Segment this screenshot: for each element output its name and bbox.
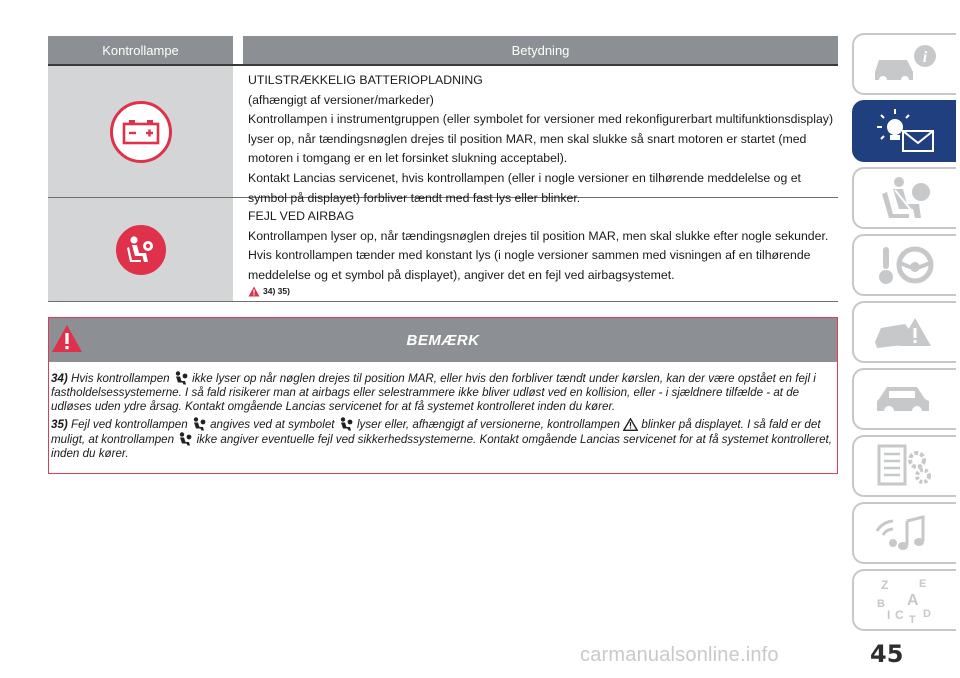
- note-paragraph: [51, 371, 837, 413]
- car-icon: [869, 377, 941, 421]
- note-text: ikke angiver eventuelle fejl ved sikkerhedssystemerne. Kontakt omgående Lancias servicenet for at få systemet kontrolleret, inden du kører.: [51, 433, 832, 460]
- svg-text:i: i: [922, 49, 928, 66]
- key-steering-wheel-icon: [869, 241, 941, 289]
- tab-car-info[interactable]: [852, 33, 956, 95]
- svg-text:D: D: [923, 608, 931, 620]
- tab-safety[interactable]: [852, 167, 956, 229]
- car-info-icon: [869, 42, 941, 86]
- indicator-table: [48, 36, 838, 302]
- description-cell: [48, 66, 838, 205]
- antenna-music-icon: [869, 509, 941, 557]
- seatbelt-airbag-icon: [191, 417, 207, 431]
- svg-text:C: C: [895, 608, 904, 622]
- note-number: 34): [51, 372, 68, 385]
- tab-warning-lights[interactable]: [852, 100, 956, 162]
- note-header: [49, 318, 837, 362]
- tab-emergency[interactable]: [852, 301, 956, 363]
- table-header: [48, 36, 838, 64]
- row-line: lyser op, når tændingsnøglen drejes til position MAR, men skal slukke så snart motoren er startet (med: [248, 131, 807, 146]
- row-line: (afhængigt af versioner/markeder): [248, 92, 434, 107]
- note-body: [49, 362, 837, 461]
- warning-triangle-icon: [623, 418, 638, 431]
- tab-index[interactable]: [852, 569, 956, 631]
- warning-references: [248, 285, 838, 297]
- svg-text:E: E: [919, 578, 927, 590]
- row-line: Kontrollampen lyser op, når tændingsnøglen drejes til position MAR, men skal slukke efter nogle sekunder.: [248, 228, 829, 243]
- note-paragraph: [51, 417, 837, 460]
- svg-text:A: A: [907, 592, 919, 609]
- watermark: carmanualsonline.info: [580, 644, 779, 666]
- svg-text:T: T: [909, 614, 916, 625]
- note-text: ikke lyser op når nøglen drejes til position MAR, eller hvis den forbliver tændt under kørslen, kan der være opstået en fejl i fastholdelsessystemerne. I så fald risikerer man at airbags eller selestrammere ikke bliver udløst ved en kollision, eller - i sjældnere tilfælde - at de udløses uden ydre årsag. Kontakt omgående Lancias servicenet for at få systemet kontrolleret inden du kører.: [51, 372, 816, 413]
- seatbelt-airbag-icon: [177, 432, 193, 446]
- svg-text:Z: Z: [881, 578, 889, 592]
- row-line: Kontakt Lancias servicenet, hvis kontrollampen (eller i nogle versioner en tilhørende meddelelse og et: [248, 170, 801, 185]
- svg-text:B: B: [877, 598, 885, 610]
- tab-starting-driving[interactable]: [852, 234, 956, 296]
- seatbelt-airbag-icon: [338, 417, 354, 431]
- row-line: symbol på displayet) forbliver tændt med fast lys eller blinker.: [248, 190, 581, 205]
- row-line: motoren i tomgang er en let forsinket slukning acceptabel).: [248, 151, 568, 166]
- note-text: blinker på displayet. I så fald er det muligt, at kontrollampen: [51, 418, 821, 447]
- seatbelt-airbag-icon: [173, 371, 189, 385]
- note-text: angives ved at symbolet: [210, 418, 335, 432]
- seat-airbag-icon: [869, 174, 941, 222]
- warning-triangle-icon: [51, 324, 83, 353]
- note-text: Fejl ved kontrollampen: [71, 418, 188, 432]
- note-number: 35): [51, 418, 68, 432]
- tab-multimedia[interactable]: [852, 502, 956, 564]
- row-title: FEJL VED AIRBAG: [248, 209, 355, 223]
- row-line: Hvis kontrollampen tænder med konstant lys (i nogle versioner sammen med visningen af en tilhørende: [248, 248, 811, 263]
- note-text: lyser eller, afhængigt af versionerne, kontrollampen: [356, 418, 620, 432]
- svg-text:I: I: [887, 608, 891, 622]
- page-number: 45: [870, 640, 904, 668]
- car-crash-warning-icon: [869, 308, 941, 356]
- note-title: BEMÆRK: [406, 331, 480, 349]
- tab-technical-data[interactable]: [852, 435, 956, 497]
- tab-maintenance[interactable]: [852, 368, 956, 430]
- warning-triangle-icon: [248, 286, 260, 297]
- table-row: [48, 198, 838, 302]
- header-kontrollampe: Kontrollampe: [102, 42, 179, 58]
- row-title: UTILSTRÆKKELIG BATTERIOPLADNING: [248, 73, 483, 87]
- header-betydning: Betydning: [233, 36, 838, 64]
- table-row: [48, 64, 838, 205]
- alphabet-index-icon: [869, 575, 941, 625]
- note-text: Hvis kontrollampen: [71, 372, 170, 385]
- reference-numbers[interactable]: 34) 35): [263, 286, 290, 297]
- warning-light-envelope-icon: [869, 107, 941, 155]
- checklist-gears-icon: [869, 442, 941, 490]
- row-line: meddelelse og et symbol på displayet), angiver det en fejl ved airbagsystemet.: [248, 267, 675, 282]
- row-line: Kontrollampen i instrumentgruppen (eller symbolet for versioner med rekonfigurerbart multifunktionsdisplay): [248, 112, 834, 127]
- note-box: [48, 317, 838, 474]
- description-cell: [48, 198, 838, 301]
